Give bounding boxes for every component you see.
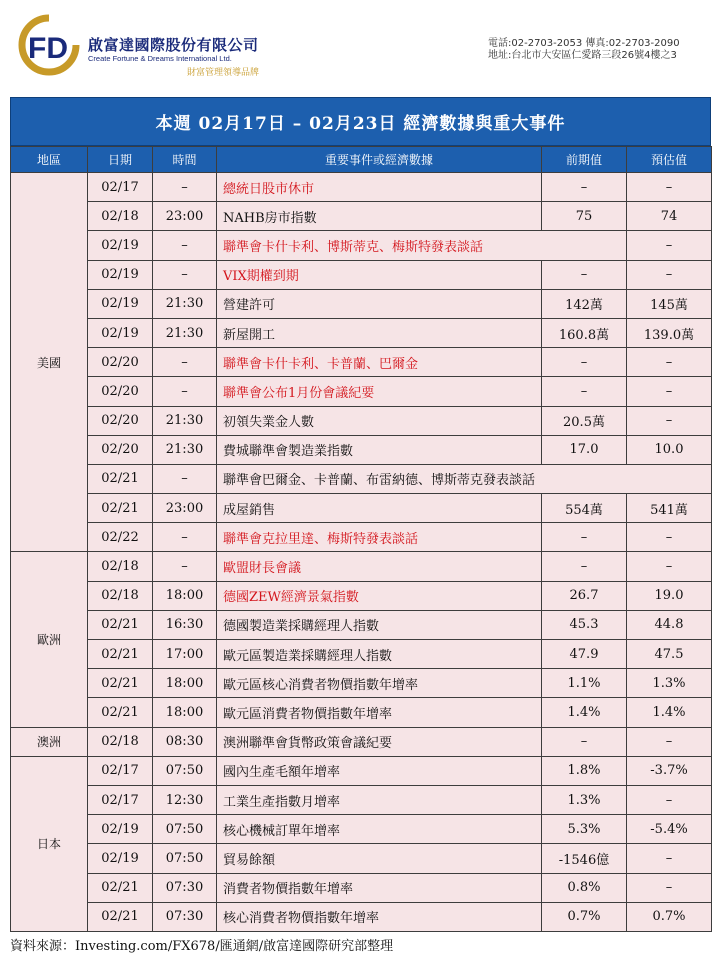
time-cell: 07:50 — [153, 844, 217, 873]
time-cell: – — [153, 552, 217, 581]
event-cell: 德國ZEW經濟景氣指數 — [217, 581, 542, 610]
table-row — [11, 406, 712, 435]
col-event: 重要事件或經濟數據 — [217, 147, 542, 173]
forecast-cell: 19.0 — [627, 581, 712, 610]
date-cell: 02/20 — [88, 406, 153, 435]
prev-cell: 1.3% — [542, 785, 627, 814]
forecast-cell: – — [627, 231, 712, 260]
event-cell: 德國製造業採購經理人指數 — [217, 610, 542, 639]
phone-fax: 電話:02-2703-2053 傳真:02-2703-2090 — [488, 38, 680, 49]
col-forecast: 預估值 — [627, 147, 712, 173]
prev-cell: – — [542, 523, 627, 552]
date-cell: 02/18 — [88, 552, 153, 581]
date-cell: 02/18 — [88, 727, 153, 756]
forecast-cell: – — [627, 727, 712, 756]
date-cell: 02/21 — [88, 873, 153, 902]
forecast-cell: 74 — [627, 202, 712, 231]
event-cell: 總統日股市休市 — [217, 173, 542, 202]
table-row — [11, 698, 712, 727]
time-cell: – — [153, 348, 217, 377]
region-cell: 日本 — [11, 756, 88, 931]
time-cell: 07:30 — [153, 902, 217, 931]
prev-cell: 5.3% — [542, 815, 627, 844]
table-row — [11, 202, 712, 231]
event-cell: 工業生產指數月增率 — [217, 785, 542, 814]
time-cell: 21:30 — [153, 318, 217, 347]
date-cell: 02/21 — [88, 698, 153, 727]
table-row — [11, 873, 712, 902]
time-cell: 23:00 — [153, 494, 217, 523]
date-cell: 02/21 — [88, 902, 153, 931]
time-cell: 21:30 — [153, 289, 217, 318]
forecast-cell: 139.0萬 — [627, 318, 712, 347]
address: 地址:台北市大安區仁愛路三段26號4樓之3 — [488, 50, 677, 61]
date-cell: 02/17 — [88, 173, 153, 202]
company-name-cn: 啟富達國際股份有限公司 — [88, 36, 259, 54]
col-date: 日期 — [88, 147, 153, 173]
forecast-cell: 10.0 — [627, 435, 712, 464]
table-row — [11, 435, 712, 464]
prev-cell: 1.4% — [542, 698, 627, 727]
region-cell: 澳洲 — [11, 727, 88, 756]
events-table — [10, 146, 712, 932]
prev-cell: 0.7% — [542, 902, 627, 931]
table-row — [11, 815, 712, 844]
time-cell: 18:00 — [153, 669, 217, 698]
date-cell: 02/20 — [88, 435, 153, 464]
prev-cell: 45.3 — [542, 610, 627, 639]
forecast-cell: 1.3% — [627, 669, 712, 698]
prev-cell: – — [542, 260, 627, 289]
time-cell: – — [153, 260, 217, 289]
time-cell: 07:50 — [153, 815, 217, 844]
forecast-cell: 541萬 — [627, 494, 712, 523]
event-cell: 初領失業金人數 — [217, 406, 542, 435]
prev-cell: 142萬 — [542, 289, 627, 318]
date-cell: 02/19 — [88, 815, 153, 844]
date-cell: 02/19 — [88, 260, 153, 289]
time-cell: 12:30 — [153, 785, 217, 814]
event-cell: 聯準會克拉里達、梅斯特發表談話 — [217, 523, 542, 552]
region-cell: 歐洲 — [11, 552, 88, 727]
date-cell: 02/19 — [88, 231, 153, 260]
event-cell: 澳洲聯準會貨幣政策會議紀要 — [217, 727, 542, 756]
contact-info — [488, 38, 680, 62]
table-row — [11, 348, 712, 377]
forecast-cell: – — [627, 260, 712, 289]
time-cell: 08:30 — [153, 727, 217, 756]
date-cell: 02/21 — [88, 640, 153, 669]
forecast-cell: – — [627, 173, 712, 202]
table-row — [11, 523, 712, 552]
forecast-cell: – — [627, 377, 712, 406]
time-cell: 23:00 — [153, 202, 217, 231]
event-cell: NAHB房市指數 — [217, 202, 542, 231]
region-cell: 美國 — [11, 173, 88, 552]
table-row — [11, 552, 712, 581]
forecast-cell: 0.7% — [627, 902, 712, 931]
forecast-cell: – — [627, 552, 712, 581]
table-row — [11, 785, 712, 814]
table-header-row — [11, 147, 712, 173]
date-cell: 02/18 — [88, 581, 153, 610]
event-cell: 營建許可 — [217, 289, 542, 318]
time-cell: – — [153, 523, 217, 552]
date-cell: 02/19 — [88, 318, 153, 347]
date-cell: 02/21 — [88, 610, 153, 639]
event-cell: 歐元區消費者物價指數年增率 — [217, 698, 542, 727]
forecast-cell: 1.4% — [627, 698, 712, 727]
table-row — [11, 669, 712, 698]
forecast-cell: – — [627, 873, 712, 902]
time-cell: 18:00 — [153, 698, 217, 727]
date-cell: 02/18 — [88, 202, 153, 231]
time-cell: 16:30 — [153, 610, 217, 639]
prev-cell: 1.1% — [542, 669, 627, 698]
time-cell: – — [153, 377, 217, 406]
table-row — [11, 289, 712, 318]
prev-cell: 75 — [542, 202, 627, 231]
table-row — [11, 318, 712, 347]
date-cell: 02/22 — [88, 523, 153, 552]
date-cell: 02/21 — [88, 669, 153, 698]
date-cell: 02/17 — [88, 756, 153, 785]
event-cell: 貿易餘額 — [217, 844, 542, 873]
table-title: 本週 02月17日 – 02月23日 經濟數據與重大事件 — [10, 97, 711, 146]
prev-cell: 554萬 — [542, 494, 627, 523]
forecast-cell: – — [627, 523, 712, 552]
forecast-cell: -5.4% — [627, 815, 712, 844]
table-row — [11, 756, 712, 785]
prev-cell: – — [542, 377, 627, 406]
table-row — [11, 640, 712, 669]
logo-text: FD — [28, 32, 68, 65]
date-cell: 02/20 — [88, 377, 153, 406]
prev-cell: 17.0 — [542, 435, 627, 464]
events-table-container — [10, 97, 711, 932]
event-cell: 消費者物價指數年增率 — [217, 873, 542, 902]
prev-cell: 20.5萬 — [542, 406, 627, 435]
time-cell: 21:30 — [153, 406, 217, 435]
event-cell: 新屋開工 — [217, 318, 542, 347]
event-cell: 歐元區核心消費者物價指數年增率 — [217, 669, 542, 698]
table-row — [11, 260, 712, 289]
time-cell: 21:30 — [153, 435, 217, 464]
date-cell: 02/20 — [88, 348, 153, 377]
time-cell: – — [153, 173, 217, 202]
table-row — [11, 902, 712, 931]
forecast-cell: 44.8 — [627, 610, 712, 639]
table-body — [11, 173, 712, 932]
date-cell: 02/21 — [88, 494, 153, 523]
date-cell: 02/17 — [88, 785, 153, 814]
table-row — [11, 610, 712, 639]
prev-cell: 26.7 — [542, 581, 627, 610]
time-cell: 07:30 — [153, 873, 217, 902]
source-note: 資料來源：Investing.com/FX678/匯通網/啟富達國際研究部整理 — [10, 939, 394, 954]
event-cell: 成屋銷售 — [217, 494, 542, 523]
time-cell: – — [153, 231, 217, 260]
date-cell: 02/21 — [88, 464, 153, 493]
document-header — [0, 0, 720, 96]
date-cell: 02/19 — [88, 844, 153, 873]
table-row — [11, 231, 712, 260]
prev-cell: – — [542, 348, 627, 377]
event-cell: 核心機械訂單年增率 — [217, 815, 542, 844]
prev-cell: – — [542, 552, 627, 581]
forecast-cell: – — [627, 406, 712, 435]
event-cell: 費城聯準會製造業指數 — [217, 435, 542, 464]
event-cell: VIX期權到期 — [217, 260, 542, 289]
forecast-cell: – — [627, 785, 712, 814]
table-row — [11, 464, 712, 493]
time-cell: 18:00 — [153, 581, 217, 610]
event-cell: 聯準會卡什卡利、博斯蒂克、梅斯特發表談話 — [217, 231, 627, 260]
prev-cell: -1546億 — [542, 844, 627, 873]
forecast-cell: 47.5 — [627, 640, 712, 669]
event-cell: 聯準會公布1月份會議紀要 — [217, 377, 542, 406]
event-cell: 歐元區製造業採購經理人指數 — [217, 640, 542, 669]
company-logo-icon — [18, 14, 80, 76]
forecast-cell: – — [627, 844, 712, 873]
event-cell: 歐盟財長會議 — [217, 552, 542, 581]
date-cell: 02/19 — [88, 289, 153, 318]
col-prev: 前期值 — [542, 147, 627, 173]
time-cell: 07:50 — [153, 756, 217, 785]
time-cell: 17:00 — [153, 640, 217, 669]
col-time: 時間 — [153, 147, 217, 173]
prev-cell: 160.8萬 — [542, 318, 627, 347]
prev-cell: 0.8% — [542, 873, 627, 902]
company-name-en: Create Fortune & Dreams International Ltd. — [88, 54, 232, 63]
time-cell: – — [153, 464, 217, 493]
event-cell: 聯準會卡什卡利、卡普蘭、巴爾金 — [217, 348, 542, 377]
prev-cell: – — [542, 173, 627, 202]
table-row — [11, 581, 712, 610]
event-cell: 國內生產毛額年增率 — [217, 756, 542, 785]
table-row — [11, 727, 712, 756]
prev-cell: – — [542, 727, 627, 756]
table-row — [11, 494, 712, 523]
prev-cell: 47.9 — [542, 640, 627, 669]
table-row — [11, 377, 712, 406]
forecast-cell: – — [627, 348, 712, 377]
forecast-cell: -3.7% — [627, 756, 712, 785]
company-tagline: 財富管理領導品牌 — [187, 68, 260, 78]
col-region: 地區 — [11, 147, 88, 173]
event-cell: 核心消費者物價指數年增率 — [217, 902, 542, 931]
table-row — [11, 844, 712, 873]
prev-cell: 1.8% — [542, 756, 627, 785]
event-cell: 聯準會巴爾金、卡普蘭、布雷納德、博斯蒂克發表談話 — [217, 464, 712, 493]
table-row — [11, 173, 712, 202]
forecast-cell: 145萬 — [627, 289, 712, 318]
